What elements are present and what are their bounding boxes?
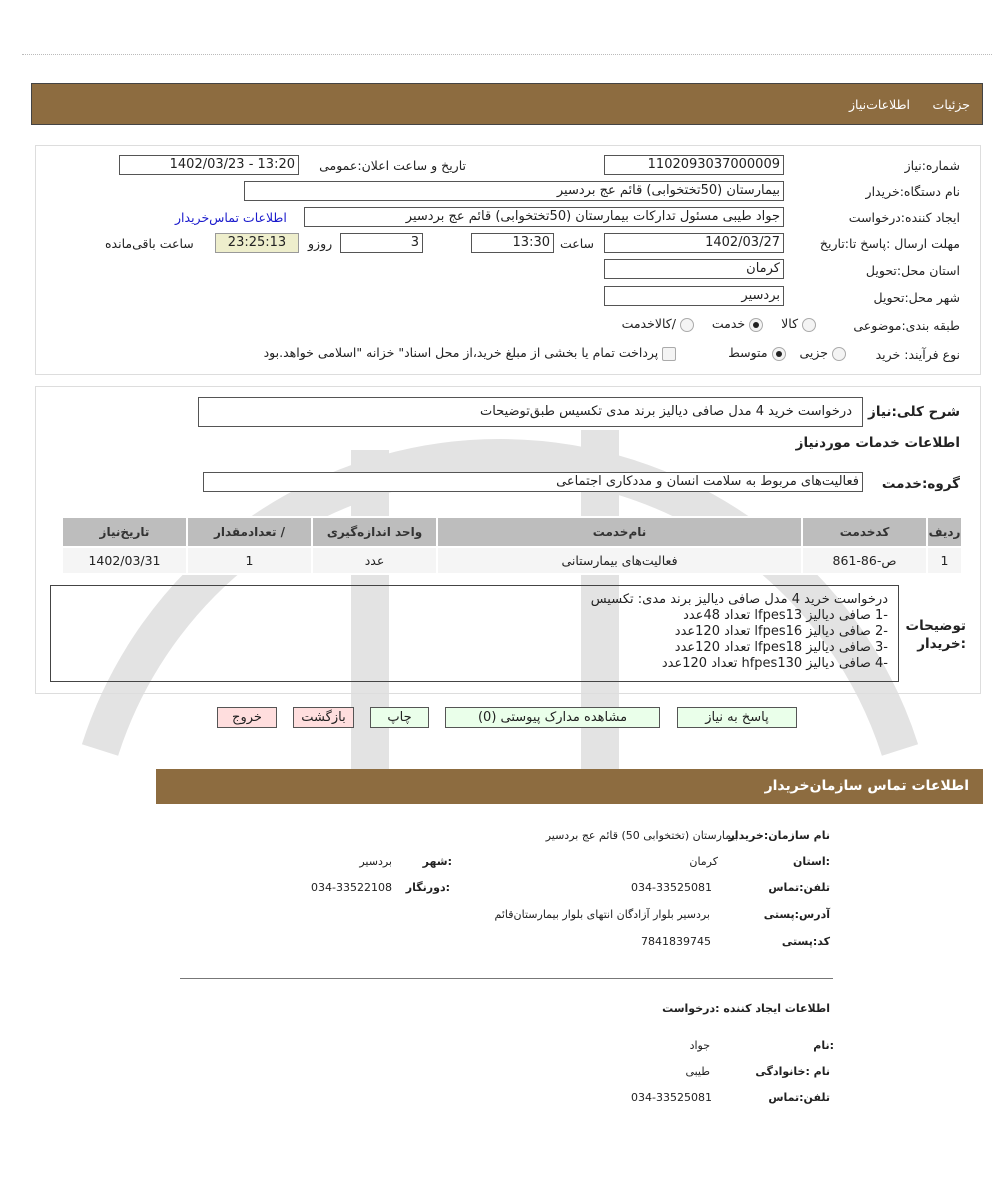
col-qty: / تعدادمقدار xyxy=(188,518,311,546)
buyer-org-label: نام دستگاه:خریدار xyxy=(865,184,960,199)
city-value: بردسیر xyxy=(359,855,392,868)
creator-info-title: اطلاعات ایجاد کننده :درخواست xyxy=(662,1002,830,1015)
postal-label: کد:پستی xyxy=(781,935,830,948)
postal-value: 7841839745 xyxy=(641,935,711,948)
announce-label: تاریخ و ساعت اعلان:عمومی xyxy=(319,158,466,173)
treasury-payment-note: پرداخت تمام یا بخشی از مبلغ خرید،از محل اسناد" خزانه "اسلامی خواهد.بود xyxy=(263,345,659,360)
radio-service-label: خدمت xyxy=(711,316,746,331)
deadline-date-field: 1402/03/27 xyxy=(604,233,784,253)
creator-field: جواد طیبی مسئول تدارکات بیمارستان (50تختخوابی) قائم عج بردسیر xyxy=(304,207,784,227)
address-value: بردسیر بلوار آزادگان انتهای بلوار بیمارستان‌قائم xyxy=(494,908,710,921)
col-code: کدخدمت xyxy=(803,518,926,546)
radio-goods-label: کالا xyxy=(781,316,799,331)
announce-field: 1402/03/23 - 13:20 xyxy=(119,155,299,175)
col-date: تاریخ‌نیاز xyxy=(63,518,186,546)
province-field: کرمان xyxy=(604,259,784,279)
buyer-contact-link[interactable]: اطلاعات تماس‌خریدار xyxy=(175,210,287,225)
process-radio-group xyxy=(264,345,846,361)
radio-minor-label: جزیی xyxy=(799,345,829,360)
deadline-label: مهلت ارسال :پاسخ تا:تاریخ xyxy=(819,236,960,251)
dotted-divider xyxy=(22,54,992,55)
need-info-panel xyxy=(35,145,981,375)
cell-row: 1 xyxy=(928,548,961,573)
treasury-payment-checkbox[interactable] xyxy=(662,347,676,361)
creator-family-label: نام :خانوادگی xyxy=(755,1065,830,1078)
header-bar xyxy=(31,83,983,125)
org-label: نام سازمان:خریدار xyxy=(728,829,830,842)
print-button[interactable]: چاپ xyxy=(370,707,429,728)
category-radio-group xyxy=(622,316,816,332)
note-line: -1 صافی دیالیز lfpes13 تعداد 48عدد xyxy=(683,608,888,623)
phone-label: تلفن:تماس xyxy=(768,881,830,894)
buyer-notes-label-1: توضیحات xyxy=(905,618,966,634)
remaining-label: ساعت باقی‌مانده xyxy=(105,236,194,251)
buyer-notes-box xyxy=(50,585,899,682)
creator-label: ایجاد کننده:درخواست xyxy=(848,210,960,225)
contact-title: اطلاعات تماس سازمان‌خریدار xyxy=(764,778,969,794)
need-number-label: شماره:نیاز xyxy=(904,158,960,173)
back-button[interactable]: بازگشت xyxy=(293,707,354,728)
creator-name-label: :نام xyxy=(813,1039,834,1052)
creator-phone-label: تلفن:تماس xyxy=(768,1091,830,1104)
cell-code: ص-86-861 xyxy=(803,548,926,573)
service-group-label: گروه:خدمت xyxy=(881,476,960,492)
creator-phone-value: 034-33525081 xyxy=(631,1091,712,1104)
col-row: ردیف xyxy=(928,518,961,546)
creator-name-value: جواد xyxy=(689,1039,710,1052)
view-attachments-button[interactable]: مشاهده مدارک پیوستی (0) xyxy=(445,707,660,728)
deadline-time-field: 13:30 xyxy=(471,233,554,253)
exit-button[interactable]: خروج xyxy=(217,707,277,728)
note-line: -2 صافی دیالیز lfpes16 تعداد 120عدد xyxy=(674,624,888,639)
radio-goods-service[interactable] xyxy=(680,318,694,332)
radio-minor[interactable] xyxy=(832,347,846,361)
province-label: :استان xyxy=(793,855,830,868)
service-group-field: فعالیت‌های مربوط به سلامت انسان و مددکاری اجتماعی xyxy=(203,472,863,492)
note-line: -4 صافی دیالیز hfpes130 تعداد 120عدد xyxy=(661,656,888,671)
table-row xyxy=(63,548,961,573)
cell-unit: عدد xyxy=(313,548,436,573)
province-value: کرمان xyxy=(689,855,718,868)
category-label: طبقه بندی:موضوعی xyxy=(853,318,960,333)
days-label: روزو xyxy=(308,236,333,251)
reply-button[interactable]: پاسخ به نیاز xyxy=(677,707,797,728)
phone-value: 034-33525081 xyxy=(631,881,712,894)
cell-name: فعالیت‌های بیمارستانی xyxy=(438,548,801,573)
city-field: بردسیر xyxy=(604,286,784,306)
services-title: اطلاعات خدمات موردنیاز xyxy=(795,435,960,451)
address-label: آدرس:پستی xyxy=(763,908,830,921)
remaining-timer: 23:25:13 xyxy=(215,233,299,253)
services-table xyxy=(61,516,963,575)
note-line: -3 صافی دیالیز lfpes18 تعداد 120عدد xyxy=(674,640,888,655)
tab-need-info[interactable]: اطلاعات‌نیاز xyxy=(848,97,910,112)
buyer-notes-label xyxy=(906,617,966,653)
process-label: نوع فرآیند: خرید xyxy=(875,347,960,362)
summary-label: شرح کلی:نیاز xyxy=(868,404,960,420)
cell-qty: 1 xyxy=(188,548,311,573)
org-value: بیمارستان (تختخوابی 50) قائم عج بردسیر xyxy=(545,829,738,842)
radio-goods-service-label: /کالاخدمت xyxy=(621,316,676,331)
radio-goods[interactable] xyxy=(802,318,816,332)
summary-field: درخواست خرید 4 مدل صافی دیالیز برند مدی تکسیس طبق‌توضیحات xyxy=(198,397,863,427)
city-label: :شهر xyxy=(422,855,452,868)
col-unit: واحد اندازه‌گیری xyxy=(313,518,436,546)
contact-bar xyxy=(156,769,983,804)
radio-medium-label: متوسط xyxy=(728,345,768,360)
time-label: ساعت xyxy=(560,236,595,251)
tab-details[interactable]: جزئیات xyxy=(932,97,970,112)
days-field: 3 xyxy=(340,233,423,253)
cell-date: 1402/03/31 xyxy=(63,548,186,573)
table-header xyxy=(63,518,961,546)
note-line: درخواست خرید 4 مدل صافی دیالیز برند مدی: تکسیس xyxy=(590,592,888,607)
col-name: نام‌خدمت xyxy=(438,518,801,546)
buyer-org-field: بیمارستان (50تختخوابی) قائم عج بردسیر xyxy=(244,181,784,201)
city-label: شهر محل:تحویل xyxy=(873,290,960,305)
province-label: استان محل:تحویل xyxy=(865,263,960,278)
section-divider xyxy=(180,978,833,979)
radio-medium[interactable] xyxy=(772,347,786,361)
fax-label: :دورنگار xyxy=(405,881,450,894)
need-number-field: 1102093037000009 xyxy=(604,155,784,175)
creator-family-value: طیبی xyxy=(685,1065,710,1078)
radio-service[interactable] xyxy=(749,318,763,332)
buyer-notes-label-2: :خریدار xyxy=(917,636,966,652)
fax-value: 034-33522108 xyxy=(311,881,392,894)
